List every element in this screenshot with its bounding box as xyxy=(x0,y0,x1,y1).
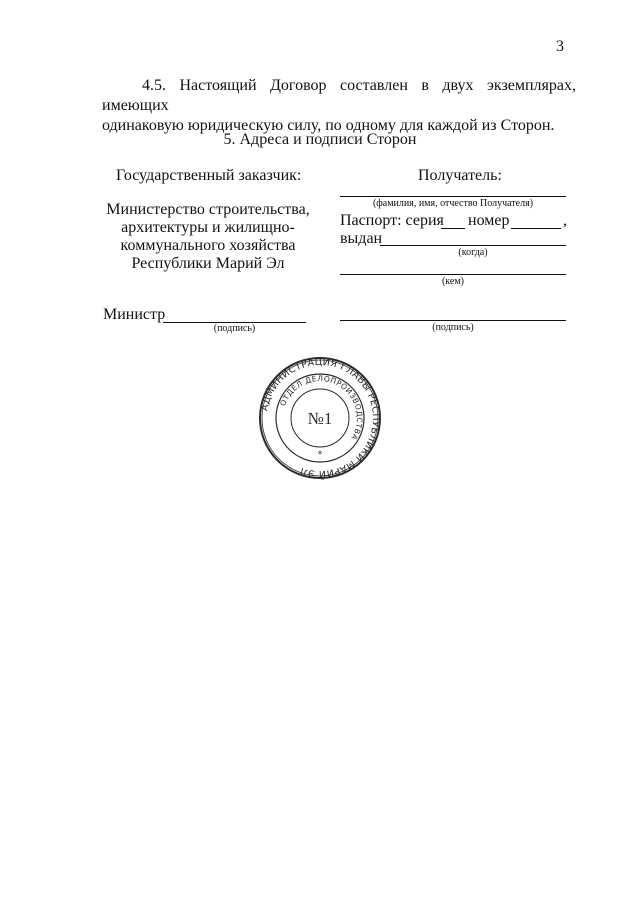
issued-by-line[interactable] xyxy=(340,274,566,275)
stamp-inner-text: ОТДЕЛ ДЕЛОПРОИЗВОДСТВА xyxy=(278,373,365,442)
minister-label: Министр xyxy=(103,306,166,323)
passport-series-line[interactable] xyxy=(441,228,465,229)
issued-label: выдан xyxy=(340,230,383,247)
recipient-signature-caption: (подпись) xyxy=(432,322,474,333)
clause-line-2: одинаковую юридическую силу, по одному для каждой из Сторон. xyxy=(102,117,555,134)
stamp-seal xyxy=(258,356,382,480)
page-number: 3 xyxy=(556,38,564,55)
passport-number-line[interactable] xyxy=(511,228,561,229)
stamp-star: * xyxy=(317,450,323,460)
org-line: архитектуры и жилищно- xyxy=(121,219,295,236)
recipient-title: Получатель: xyxy=(418,167,502,184)
recipient-name-line[interactable] xyxy=(340,196,566,197)
org-line: Республики Марий Эл xyxy=(131,255,285,272)
issued-by-caption: (кем) xyxy=(441,276,465,287)
org-line: Министерство строительства, xyxy=(106,201,310,218)
clause-line-1: 4.5. Настоящий Договор составлен в двух экземплярах, имеющих xyxy=(102,77,576,114)
passport-series-label: Паспорт: серия xyxy=(340,212,444,229)
passport-comma: , xyxy=(563,212,567,229)
customer-title: Государственный заказчик: xyxy=(116,167,302,184)
issued-when-caption: (когда) xyxy=(458,247,488,258)
customer-organization xyxy=(96,201,320,273)
recipient-name-caption: (фамилия, имя, отчество Получателя) xyxy=(372,198,534,209)
stamp-number: №1 xyxy=(307,409,333,428)
minister-signature-caption: (подпись) xyxy=(213,323,256,334)
issued-when-line[interactable] xyxy=(380,245,566,246)
recipient-signature-line[interactable] xyxy=(340,320,566,321)
org-line: коммунального хозяйства xyxy=(120,237,296,254)
clause-4-5 xyxy=(102,76,576,136)
passport-number-label: номер xyxy=(468,212,510,229)
official-stamp xyxy=(258,356,382,480)
stamp-outer-text: АДМИНИСТРАЦИЯ ГЛАВЫ РЕСПУБЛИКИ МАРИЙ ЭЛ xyxy=(259,356,382,480)
section-heading: 5. Адреса и подписи Сторон xyxy=(223,131,417,148)
